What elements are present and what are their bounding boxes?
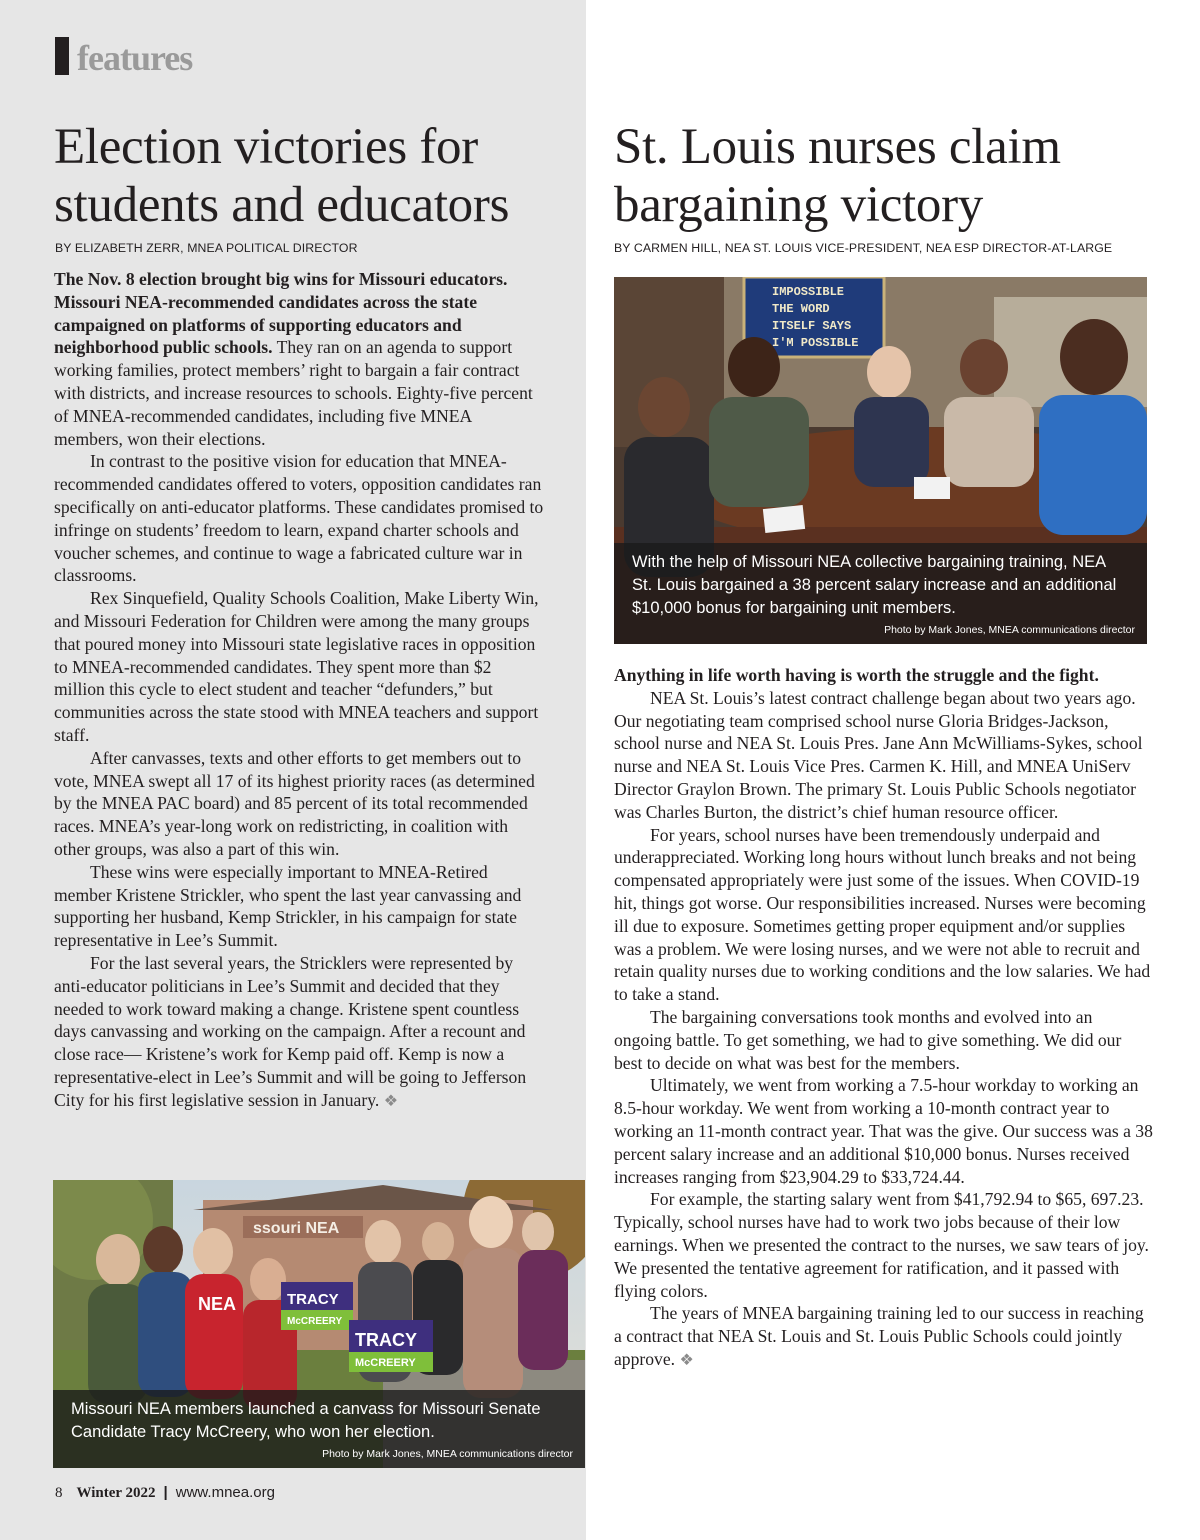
nurses-photo-caption-box bbox=[614, 543, 1147, 644]
poster-line-1: IMPOSSIBLE bbox=[772, 285, 845, 299]
right-paragraph-3: The bargaining conversations took months and evolved into an ongoing battle. To get something, we had to give something. We did our best to decide on what was best for the members. bbox=[614, 1006, 1122, 1073]
left-lead-paragraph bbox=[54, 268, 544, 450]
right-paragraph-1: NEA St. Louis’s latest contract challenge began about two years ago. Our negotiating team comprised school nurse Gloria Bridges-Jackson, school nurse and NEA St. Louis Pres. Jane Ann McWilliams-Sykes, school nurse and NEA St. Louis Vice Pres. Carmen K. Hill, and MNEA UniServ Director Graylon Brown. The primary St. Louis Public Schools negotiator was Charles Burton, the district’s chief human resource officer. bbox=[614, 687, 1143, 822]
right-paragraph-6 bbox=[614, 1302, 1154, 1372]
sign-2-bottom-text: McCREERY bbox=[355, 1357, 416, 1369]
left-headline-line-1: Election victories for bbox=[54, 119, 478, 175]
right-article-body bbox=[614, 664, 1154, 1373]
building-sign-text: ssouri NEA bbox=[253, 1220, 340, 1237]
canvass-photo bbox=[53, 1180, 585, 1468]
left-paragraph-6-text: For the last several years, the Stricklers were represented by anti-educator politicians in Lee’s Summit and decided that they needed to work toward making a change. Kristene spent countless days canvassing and working on the campaign. After a recount and close race— Kristene’s work for Kemp paid off. Kemp is now a representative-elect in Lee’s Summit and will be going to Jefferson City for his first legislative session in January. bbox=[54, 952, 527, 1110]
poster-line-2: THE WORD bbox=[772, 302, 830, 316]
right-headline-line-1: St. Louis nurses claim bbox=[614, 119, 1061, 175]
canvass-photo-caption: Missouri NEA members launched a canvass for Missouri Senate Candidate Tracy McCreery, who won her election. bbox=[71, 1400, 541, 1441]
left-paragraph-3: Rex Sinquefield, Quality Schools Coalition, Make Liberty Win, and Missouri Federation for Children were among the many groups that poured money into Missouri state legislative races in opposition to MNEA-recommended candidates. They spent more than $2 million this cycle to elect student and teacher “defunders,” but communities across the state stood with MNEA teachers and support staff. bbox=[54, 588, 539, 745]
right-paragraph-6-text: The years of MNEA bargaining training led to our success in reaching a contract that NEA St. Louis and St. Louis Public Schools could jointly approve. bbox=[614, 1303, 1144, 1369]
nurses-photo-credit: Photo by Mark Jones, MNEA communications director bbox=[884, 624, 1135, 636]
section-tag bbox=[55, 36, 192, 76]
right-paragraph-2: For years, school nurses have been tremendously underpaid and underappreciated. Working long hours without lunch breaks and not being compensated appropriately were just some of the issues. When COVID-19 hit, things got worse. Our responsibilities increased. Nurses were becoming ill due to exposure. Sometimes getting proper equipment and/or supplies was a problem. We were losing nurses, and we were not able to recruit and retain quality nurses due to working conditions and the low salaries. We had to take a stand. bbox=[614, 824, 1151, 1005]
left-paragraph-2: In contrast to the positive vision for education that MNEA-recommended candidates offered to voters, opposition candidates ran specifically on anti-educator platforms. These candidates promised to infringe on students’ freedom to learn, expand charter schools and voucher schemes, and continue to wage a fabricated culture war in classrooms. bbox=[54, 451, 544, 586]
right-paragraph-5: For example, the starting salary went from $41,792.94 to $65, 697.23. Typically, school nurses have had to work two jobs because of their low earnings. When we presented the contract to the nurses, we saw tears of joy. We presented the tentative agreement for ratification, and it passed with flying colors. bbox=[614, 1189, 1149, 1301]
left-headline-line-2: students and educators bbox=[54, 177, 510, 233]
nurses-photo bbox=[614, 277, 1147, 644]
canvass-photo-credit: Photo by Mark Jones, MNEA communications director bbox=[322, 1448, 573, 1460]
left-byline: BY ELIZABETH ZERR, MNEA POLITICAL DIRECTOR bbox=[55, 241, 358, 255]
footer-url[interactable]: www.mnea.org bbox=[175, 1484, 275, 1501]
right-headline-line-2: bargaining victory bbox=[614, 177, 983, 233]
canvass-photo-caption-box bbox=[53, 1390, 585, 1468]
sign-1-top-text: TRACY bbox=[287, 1291, 339, 1308]
poster-line-3: ITSELF SAYS bbox=[772, 319, 852, 333]
footer-separator: | bbox=[163, 1484, 168, 1501]
end-mark-icon: ❖ bbox=[679, 1351, 694, 1369]
right-byline: BY CARMEN HILL, NEA ST. LOUIS VICE-PRESIDENT, NEA ESP DIRECTOR-AT-LARGE bbox=[614, 241, 1113, 255]
end-mark-icon: ❖ bbox=[383, 1092, 399, 1110]
page-footer bbox=[55, 1484, 275, 1502]
left-headline bbox=[54, 118, 509, 234]
sign-2-top-text: TRACY bbox=[355, 1330, 417, 1350]
left-paragraph-5: These wins were especially important to MNEA-Retired member Kristene Strickler, who spent the last year canvassing and supporting her husband, Kemp Strickler, in his campaign for state representative in Lee’s Summit. bbox=[54, 861, 522, 951]
poster-line-4: I'M POSSIBLE bbox=[772, 336, 859, 350]
section-tag-bar bbox=[55, 37, 69, 75]
left-paragraph-4: After canvasses, texts and other efforts to get members out to vote, MNEA swept all 17 of its highest priority races (as determined by the MNEA PAC board) and 85 percent of its total recommended races. MNEA’s year-long work on redistricting, in coalition with other groups, was also a part of this win. bbox=[54, 747, 535, 859]
left-lead-bold: The Nov. 8 election brought big wins for Missouri educators. Missouri NEA-recommended candidates across the state campaigned on platforms of supporting educators and neighborhood public schools. bbox=[54, 269, 508, 358]
right-lead: Anything in life worth having is worth the struggle and the fight. bbox=[614, 665, 1099, 685]
left-paragraph-6 bbox=[54, 952, 544, 1114]
right-headline bbox=[614, 118, 1061, 234]
shirt-text: NEA bbox=[198, 1294, 237, 1314]
left-article-body bbox=[54, 268, 544, 1113]
issue-name: Winter 2022 bbox=[76, 1485, 156, 1501]
page-number: 8 bbox=[55, 1485, 63, 1501]
right-paragraph-4: Ultimately, we went from working a 7.5-hour workday to working an 8.5-hour workday. We went from working a 10-month contract year to working an 11-month contract year. That was the give. Our success was a 38 percent salary increase and an additional $10,000 bonus. Nurses received increases ranging from $23,904.29 to $33,724.44. bbox=[614, 1075, 1153, 1187]
left-lead-rest: They ran on an agenda to support working families, protect members’ right to bargain a fair contract with districts, and increase resources to schools. Eighty-five percent of MNEA-recommended candidates, including five MNEA members, won their elections. bbox=[54, 337, 533, 449]
sign-1-bottom-text: McCREERY bbox=[287, 1316, 343, 1327]
section-label: features bbox=[77, 38, 193, 78]
nurses-photo-caption: With the help of Missouri NEA collective bargaining training, NEA St. Louis bargained a 38 percent salary increase and an additional $10,000 bonus for bargaining unit members. bbox=[632, 553, 1117, 617]
